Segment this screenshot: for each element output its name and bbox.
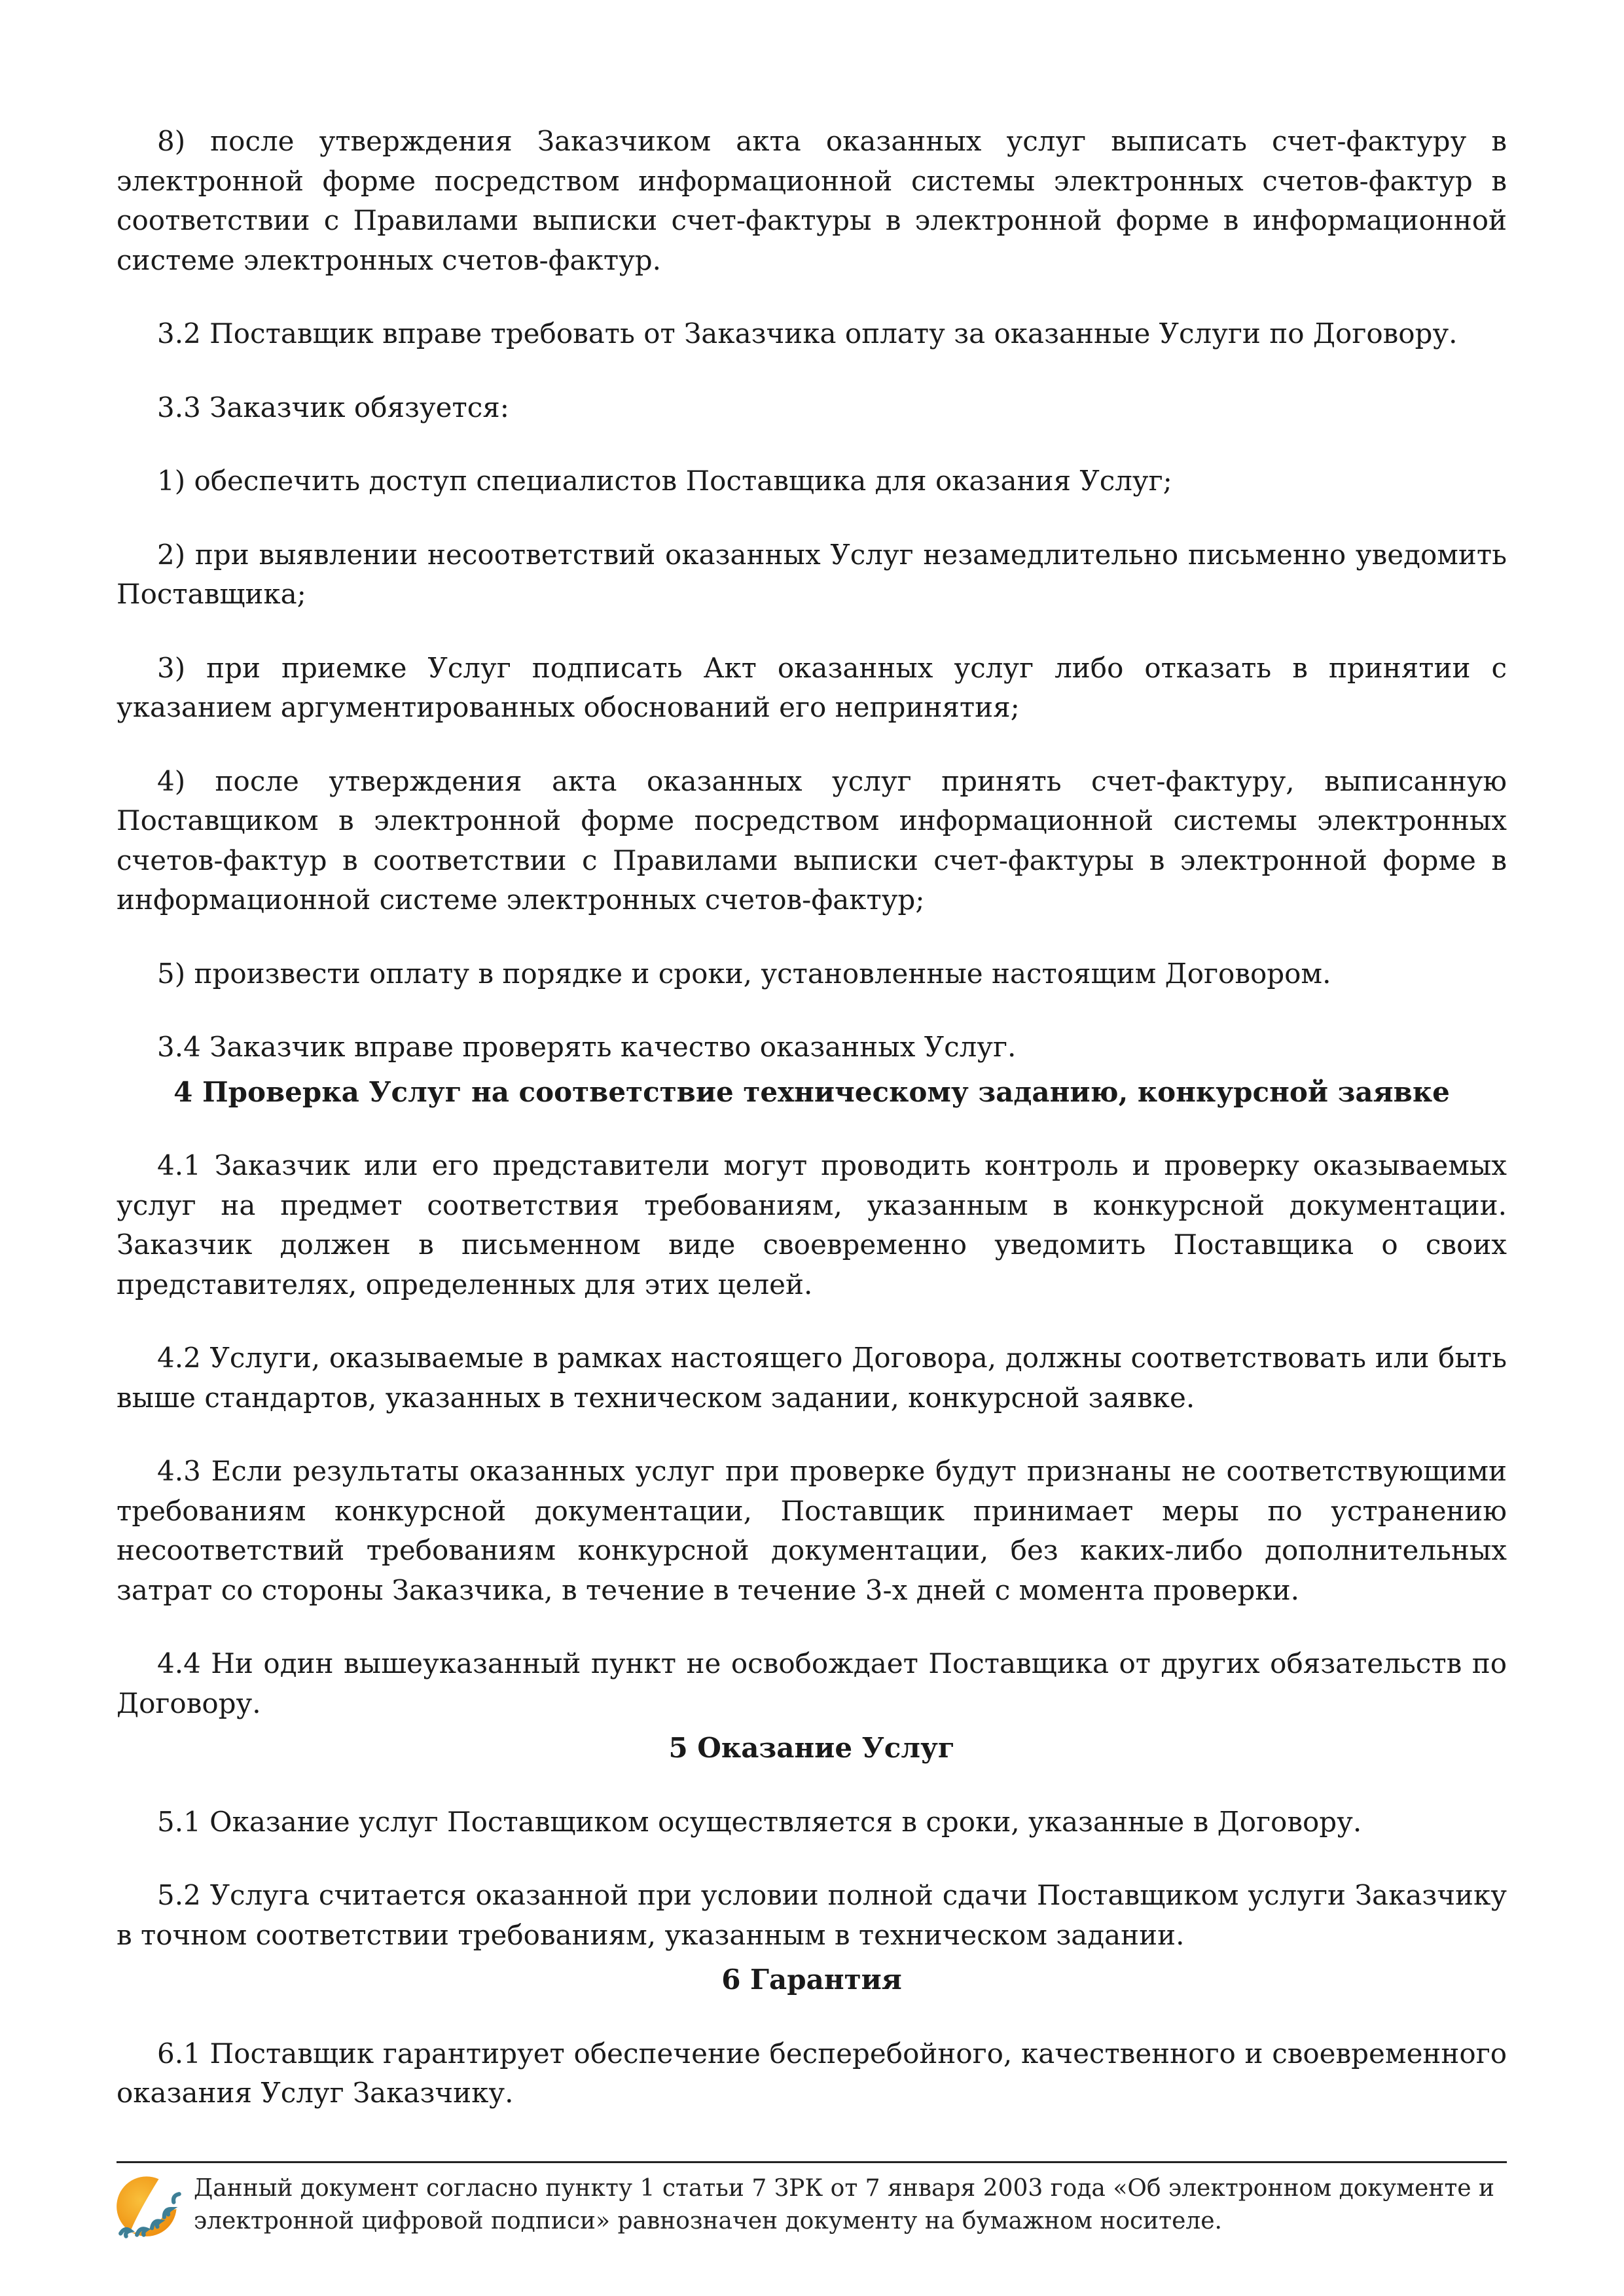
section-heading-5: 5 Оказание Услуг xyxy=(668,1732,955,1764)
paragraph-3-4: 3.4 Заказчик вправе проверять качество оказанных Услуг. xyxy=(157,1031,1017,1063)
footer-divider xyxy=(117,2161,1507,2163)
footer-legal-notice xyxy=(194,2172,1494,2238)
paragraph-5-2: 5.2 Услуга считается оказанной при условии полной сдачи Поставщиком услуги Заказчику в точном соответствии требованиям, указанным в техническом задании. xyxy=(117,1879,1507,1951)
paragraph-3-3-5: 5) произвести оплату в порядке и сроки, установленные настоящим Договором. xyxy=(157,957,1331,990)
sun-logo-icon xyxy=(117,2174,185,2242)
document-body xyxy=(117,122,1507,2147)
paragraph-3-3-2: 2) при выявлении несоответствий оказанных Услуг незамедлительно письменно уведомить Поставщика; xyxy=(117,538,1507,610)
footer-line-1: Данный документ согласно пункту 1 статьи 7 ЗРК от 7 января 2003 года «Об электронном документе и xyxy=(194,2175,1495,2202)
paragraph-3-3-3: 3) при приемке Услуг подписать Акт оказанных услуг либо отказать в принятии с указанием аргументированных обоснований его непринятия; xyxy=(117,651,1507,723)
paragraph-3-3-4: 4) после утверждения акта оказанных услуг принять счет-фактуру, выписанную Поставщиком в электронной форме посредством информационной системы электронных счетов-фактур в соответствии с Правилами выписки счет-фактуры в электронной форме в информационной системе электронных счетов-фактур; xyxy=(117,764,1507,916)
paragraph-6-1: 6.1 Поставщик гарантирует обеспечение бесперебойного, качественного и своевременного оказания Услуг Заказчику. xyxy=(117,2037,1507,2109)
section-heading-4: 4 Проверка Услуг на соответствие техническому заданию, конкурсной заявке xyxy=(173,1075,1450,1108)
paragraph-3-3-1: 1) обеспечить доступ специалистов Поставщика для оказания Услуг; xyxy=(157,465,1172,497)
paragraph-4-4: 4.4 Ни один вышеуказанный пункт не освобождает Поставщика от других обязательств по Договору. xyxy=(117,1647,1507,1719)
paragraph-4-1: 4.1 Заказчик или его представители могут проводить контроль и проверку оказываемых услуг на предмет соответствия требованиям, указанным в конкурсной документации. Заказчик должен в письменном виде своевременно уведомить Поставщика о своих представителях, определенных для этих целей. xyxy=(117,1149,1507,1300)
paragraph-3-2: 3.2 Поставщик вправе требовать от Заказчика оплату за оказанные Услуги по Договору. xyxy=(157,317,1458,350)
paragraph-3-3: 3.3 Заказчик обязуется: xyxy=(157,391,509,423)
paragraph-5-1: 5.1 Оказание услуг Поставщиком осуществляется в сроки, указанные в Договору. xyxy=(157,1805,1362,1838)
section-heading-6: 6 Гарантия xyxy=(721,1964,902,1996)
footer-line-2: электронной цифровой подписи» равнозначен документу на бумажном носителе. xyxy=(194,2208,1222,2234)
paragraph-4-3: 4.3 Если результаты оказанных услуг при проверке будут признаны не соответствующими требованиям конкурсной документации, Поставщик принимает меры по устранению несоответствий требованиям конкурсной документации, без каких-либо дополнительных затрат со стороны Заказчика, в течение в течение 3-х дней с момента проверки. xyxy=(117,1455,1507,1606)
paragraph-4-2: 4.2 Услуги, оказываемые в рамках настоящего Договора, должны соответствовать или быть выше стандартов, указанных в техническом задании, конкурсной заявке. xyxy=(117,1342,1507,1414)
footer-row xyxy=(117,2172,1507,2242)
page-footer xyxy=(117,2161,1507,2242)
paragraph-3-1-8: 8) после утверждения Заказчиком акта оказанных услуг выписать счет-фактуру в электронной форме посредством информационной системы электронных счетов-фактур в соответствии с Правилами выписки счет-фактуры в электронной форме в информационной системе электронных счетов-фактур. xyxy=(117,125,1507,276)
